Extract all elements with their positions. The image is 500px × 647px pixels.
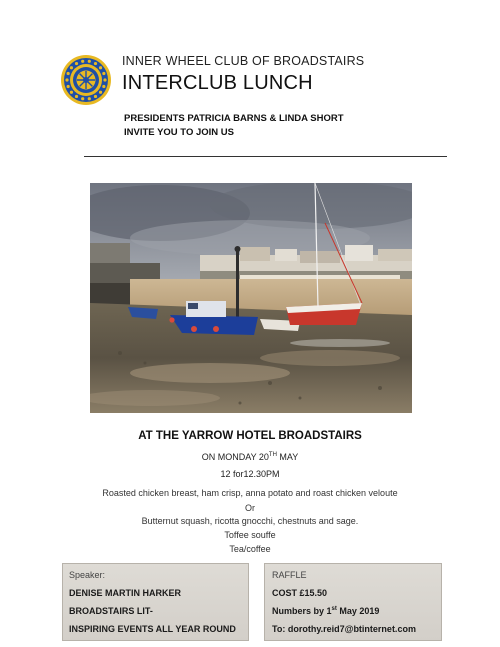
divider-rule [84,156,447,157]
logo-tooth [99,91,102,94]
raffle-contact-email[interactable]: To: dorothy.reid7@btinternet.com [272,624,416,634]
event-date: ON MONDAY 20TH MAY [201,452,299,462]
logo-tooth [67,85,70,88]
menu-line: Or [245,503,255,513]
logo-tooth [81,60,84,63]
invite-line: INVITE YOU TO JOIN US [124,127,234,138]
logo-tooth [94,95,97,98]
event-title: INTERCLUB LUNCH [122,72,313,94]
raffle-box [264,563,442,641]
speaker-org: BROADSTAIRS LIT- [69,606,153,616]
speaker-tagline: INSPIRING EVENTS ALL YEAR ROUND [69,624,236,634]
speaker-box [62,563,249,641]
logo-tooth [67,72,70,75]
menu-line: Roasted chicken breast, ham crisp, anna potato and roast chicken veloute [102,488,398,498]
logo-tooth [88,60,91,63]
logo-tooth [75,95,78,98]
presidents-line: PRESIDENTS PATRICIA BARNS & LINDA SHORT [124,113,344,124]
speaker-name: DENISE MARTIN HARKER [69,588,182,598]
event-time: 12 for12.30PM [220,469,280,479]
menu-line: Tea/coffee [229,544,271,554]
speaker-label: Speaker: [69,570,106,580]
menu-line: Butternut squash, ricotta gnocchi, chestnuts and sage. [141,516,359,526]
logo-tooth [102,85,105,88]
logo-tooth [65,78,68,81]
logo-tooth [88,97,91,100]
raffle-label: RAFFLE [272,570,307,580]
harbour-photo [90,183,412,413]
club-name: INNER WHEEL CLUB OF BROADSTAIRS [122,54,365,68]
logo-tooth [70,91,73,94]
logo-tooth [99,66,102,69]
logo-tooth [102,72,105,75]
venue-name: AT THE YARROW HOTEL BROADSTAIRS [138,430,362,442]
logo-tooth [94,62,97,65]
logo-tooth [70,66,73,69]
logo-tooth [81,97,84,100]
raffle-deadline: Numbers by 1st May 2019 [272,606,380,616]
logo-tooth [75,62,78,65]
menu-line: Toffee souffe [224,530,276,540]
raffle-cost: COST £15.50 [272,588,328,598]
inner-wheel-logo [60,54,112,106]
logo-tooth [103,78,106,81]
